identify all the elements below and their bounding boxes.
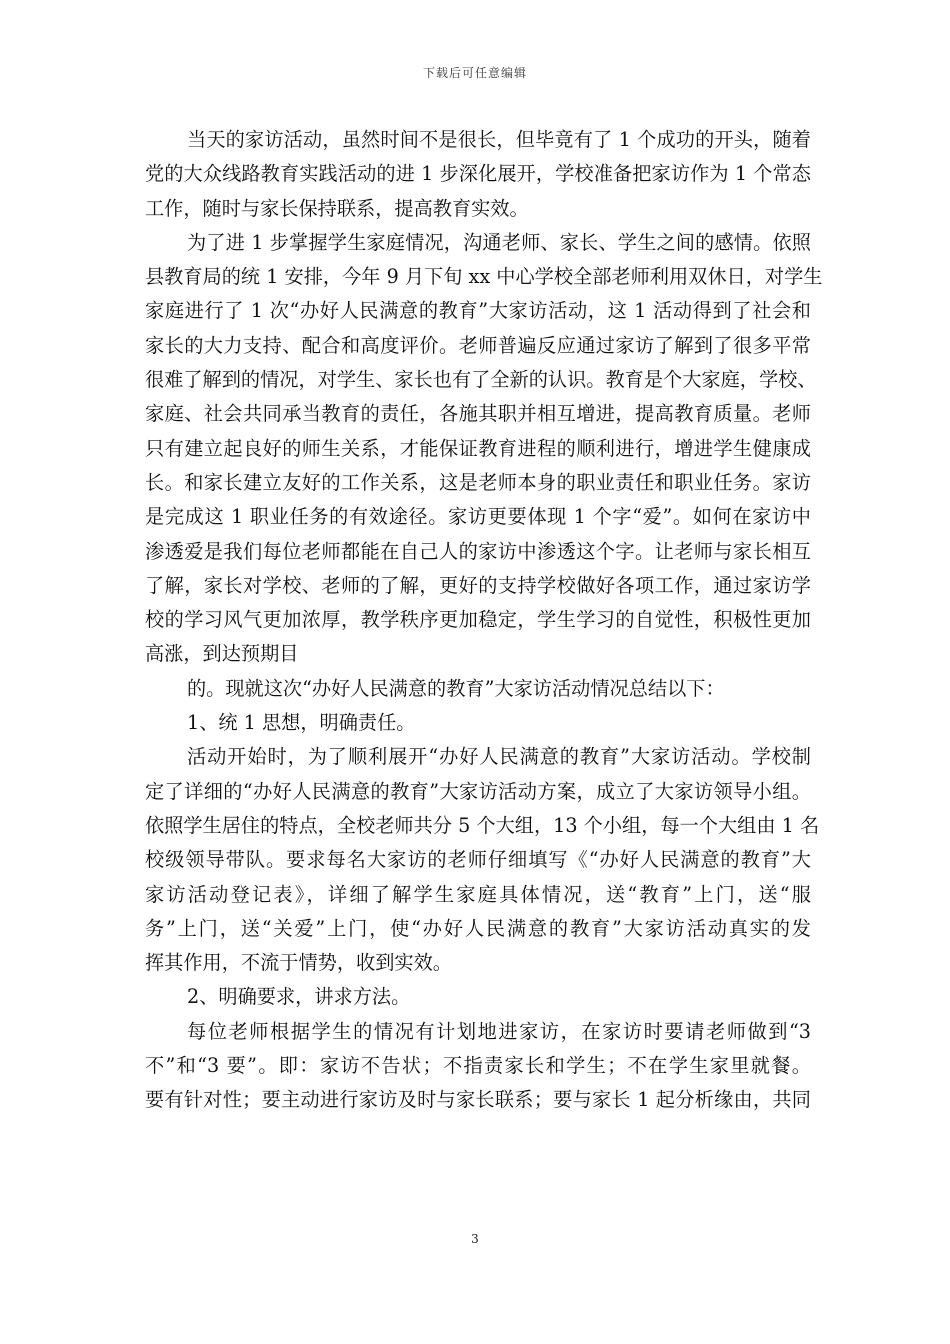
- text-line: 党的大众线路教育实践活动的进 1 步深化展开，学校准备把家访作为 1 个常态: [145, 162, 811, 186]
- text-line: 当天的家访活动，虽然时间不是很长，但毕竟有了 1 个成功的开头，随着: [187, 128, 811, 151]
- text-line: 很难了解到的情况，对学生、家长也有了全新的认识。教育是个大家庭，学校、: [145, 368, 817, 392]
- text-line: 了解，家长对学校、老师的了解，更好的支持学校做好各项工作，通过家访学: [145, 573, 811, 597]
- text-line: 工作，随时与家长保持联系，提高教育实效。: [145, 196, 529, 220]
- section-heading: 1、统 1 思想，明确责任。: [187, 711, 416, 735]
- text-line: 务”上门，送“关爱”上门，使“办好人民满意的教育”大家访活动真实的发: [145, 916, 811, 940]
- page-header: 下载后可任意编辑: [422, 66, 527, 80]
- text-line: 高涨，到达预期目: [145, 642, 299, 666]
- text-line: 只有建立起良好的师生关系，才能保证教育进程的顺利进行，增进学生健康成: [145, 436, 811, 460]
- text-line: 校级领导带队。要求每名大家访的老师仔细填写《“办好人民满意的教育”大: [145, 848, 811, 872]
- text-line: 是完成这 1 职业任务的有效途径。家访更要体现 1 个字“爱”。如何在家访中: [145, 505, 811, 529]
- page-number: 3: [471, 1232, 479, 1246]
- text-line: 要有针对性；要主动进行家访及时与家长联系；要与家长 1 起分析缘由，共同: [145, 1088, 811, 1112]
- section-heading: 2、明确要求，讲求方法。: [187, 985, 411, 1009]
- text-line: 定了详细的“办好人民满意的教育”大家访活动方案，成立了大家访领导小组。: [145, 779, 811, 803]
- text-line: 家访活动登记表》，详细了解学生家庭具体情况，送“教育”上门，送“服: [145, 882, 811, 906]
- text-line: 不”和“3 要”。即：家访不告状；不指责家长和学生；不在学生家里就餐。: [145, 1054, 811, 1078]
- text-line: 县教育局的统 1 安排，今年 9 月下旬 xx 中心学校全部老师利用双休日，对学生: [145, 265, 823, 289]
- text-line: 长。和家长建立友好的工作关系，这是老师本身的职业责任和职业任务。家访: [145, 470, 811, 494]
- document-body: [145, 123, 823, 1118]
- text-line: 家庭、社会共同承当教育的责任，各施其职并相互增进，提高教育质量。老师: [145, 402, 811, 426]
- text-line: 校的学习风气更加浓厚，教学秩序更加稳定，学生学习的自觉性，积极性更加: [145, 608, 811, 632]
- text-line: 家长的大力支持、配合和高度评价。老师普遍反应通过家访了解到了很多平常: [145, 333, 811, 357]
- text-line: 依照学生居住的特点，全校老师共分 5 个大组，13 个小组，每一个大组由 1 名: [145, 813, 820, 837]
- text-line: 的。现就这次“办好人民满意的教育”大家访活动情况总结以下：: [187, 676, 725, 700]
- text-line: 渗透爱是我们每位老师都能在自己人的家访中渗透这个字。让老师与家长相互: [145, 539, 811, 563]
- text-line: 家庭进行了 1 次“办好人民满意的教育”大家访活动，这 1 活动得到了社会和: [145, 299, 811, 323]
- text-line: 挥其作用，不流于情势，收到实效。: [145, 951, 452, 975]
- text-line: 为了进 1 步掌握学生家庭情况，沟通老师、家长、学生之间的感情。依照: [187, 230, 811, 254]
- text-line: 活动开始时，为了顺利展开“办好人民满意的教育”大家访活动。学校制: [187, 745, 811, 769]
- text-line: 每位老师根据学生的情况有计划地进家访，在家访时要请老师做到“3: [187, 1019, 811, 1043]
